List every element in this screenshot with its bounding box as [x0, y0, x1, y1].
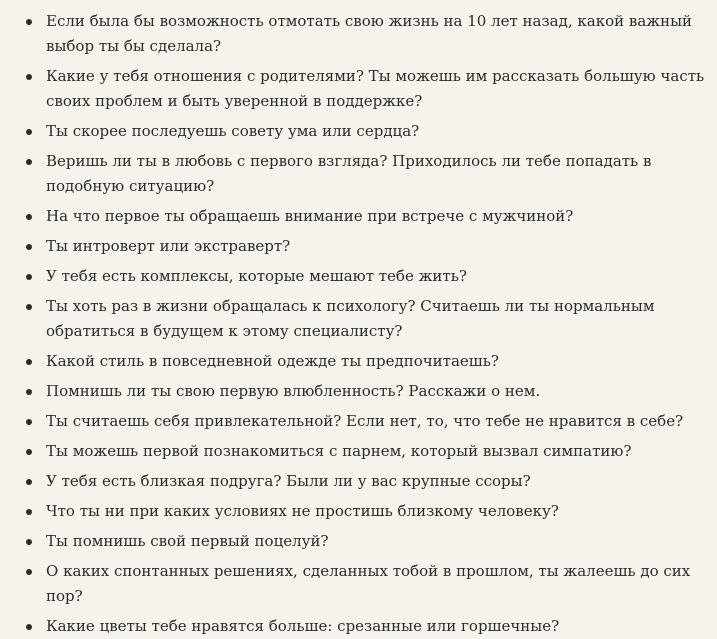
question-text: Какие у тебя отношения с родителями? Ты можешь им рассказать большую часть своих проблем и быть уверенной в поддержке? — [46, 67, 705, 110]
list-item — [46, 379, 717, 404]
list-item — [46, 119, 717, 144]
bullet-icon — [26, 624, 32, 630]
bullet-icon — [26, 419, 32, 425]
question-text: Что ты ни при каких условиях не простишь близкому человеку? — [46, 502, 559, 520]
bullet-icon — [26, 244, 32, 250]
bullet-icon — [26, 449, 32, 455]
question-text: Какой стиль в повседневной одежде ты предпочитаешь? — [46, 352, 499, 370]
question-text: На что первое ты обращаешь внимание при встрече с мужчиной? — [46, 207, 574, 225]
bullet-icon — [26, 479, 32, 485]
question-text: Ты скорее последуешь совету ума или сердца? — [46, 122, 420, 140]
list-item — [46, 529, 717, 554]
question-text: У тебя есть комплексы, которые мешают тебе жить? — [46, 267, 467, 285]
bullet-icon — [26, 129, 32, 135]
question-text: Если была бы возможность отмотать свою жизнь на 10 лет назад, какой важный выбор ты бы сделала? — [46, 12, 693, 55]
question-text: Ты помнишь свой первый поцелуй? — [46, 532, 329, 550]
list-item — [46, 559, 717, 609]
bullet-icon — [26, 389, 32, 395]
list-item — [46, 469, 717, 494]
question-list — [0, 9, 717, 639]
bullet-icon — [26, 509, 32, 515]
question-text: Помнишь ли ты свою первую влюбленность? Расскажи о нем. — [46, 382, 541, 400]
list-item — [46, 614, 717, 639]
question-text: Ты интроверт или экстраверт? — [46, 237, 291, 255]
list-item — [46, 149, 717, 199]
bullet-icon — [26, 19, 32, 25]
list-item — [46, 499, 717, 524]
list-item — [46, 264, 717, 289]
question-text: Какие цветы тебе нравятся больше: срезанные или горшечные? — [46, 617, 560, 635]
question-text: Веришь ли ты в любовь с первого взгляда? Приходилось ли тебе попадать в подобную ситуацию? — [46, 152, 652, 195]
list-item — [46, 204, 717, 229]
question-text: Ты хоть раз в жизни обращалась к психологу? Считаешь ли ты нормальным обратиться в будущем к этому специалисту? — [46, 297, 655, 340]
list-item — [46, 409, 717, 434]
question-text: У тебя есть близкая подруга? Были ли у вас крупные ссоры? — [46, 472, 531, 490]
list-item — [46, 439, 717, 464]
question-text: Ты считаешь себя привлекательной? Если нет, то, что тебе не нравится в себе? — [46, 412, 684, 430]
bullet-icon — [26, 539, 32, 545]
question-text: Ты можешь первой познакомиться с парнем, который вызвал симпатию? — [46, 442, 632, 460]
bullet-icon — [26, 304, 32, 310]
list-item — [46, 9, 717, 59]
bullet-icon — [26, 359, 32, 365]
list-item — [46, 234, 717, 259]
bullet-icon — [26, 214, 32, 220]
list-item — [46, 349, 717, 374]
question-text: О каких спонтанных решениях, сделанных тобой в прошлом, ты жалеешь до сих пор? — [46, 562, 691, 605]
list-item — [46, 294, 717, 344]
bullet-icon — [26, 569, 32, 575]
bullet-icon — [26, 159, 32, 165]
bullet-icon — [26, 274, 32, 280]
list-item — [46, 64, 717, 114]
bullet-icon — [26, 74, 32, 80]
